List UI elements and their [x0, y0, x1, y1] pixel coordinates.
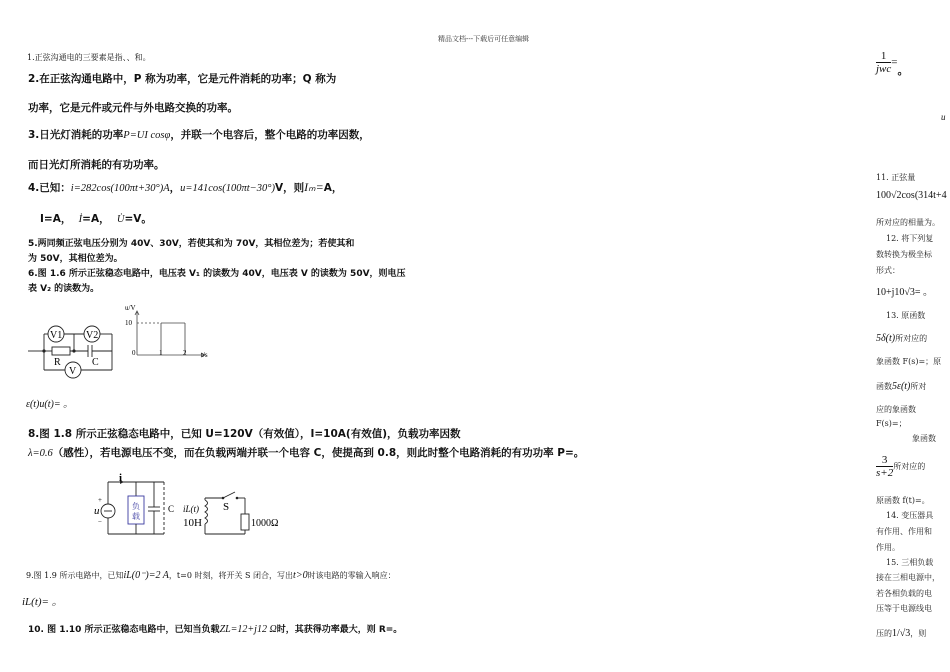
q4b-eq-v: =V。 [124, 213, 152, 225]
question-13-line6: F(s)=； [876, 419, 907, 428]
graph-tick-0: 0 [132, 349, 136, 357]
v-label: V [69, 366, 77, 377]
circuit-figure-1-9 [183, 488, 283, 540]
fig18-plus: + [98, 496, 102, 504]
q9-condition: iL(0⁻)=2 A [123, 570, 169, 581]
question-3-line2: 而日光灯所消耗的有功功率。 [28, 159, 165, 171]
q11-formula: 100√2cos(314t+4 [876, 190, 947, 201]
fig19-s: S [223, 501, 230, 513]
graph-tick-2: 2 [183, 349, 187, 357]
frac1-end: 。 [897, 65, 909, 78]
graph-tick-1: 1 [159, 349, 163, 357]
question-8-line2 [28, 445, 584, 460]
question-14-line1: 14. 变压器具 [886, 511, 934, 520]
question-15-line4: 压等于电源线电 [876, 604, 932, 613]
q10-suffix: 时，其获得功率最大，则 R=。 [276, 625, 403, 635]
question-13-line4 [876, 374, 926, 393]
q4b-phasor-i: İ [78, 214, 83, 225]
q13-eps: 5ε(t) [892, 381, 911, 392]
fig19-il: iL(t) [183, 504, 200, 514]
graph-xlabel: t/s [201, 351, 208, 359]
question-15-line2: 接在三相电源中， [876, 573, 940, 582]
question-9 [26, 570, 396, 581]
question-13-line2 [876, 326, 927, 345]
fig18-u: u [94, 505, 100, 517]
fig18-minus: − [98, 518, 102, 526]
q13-func: 函数 [876, 382, 892, 391]
question-13-line8: 原函数 f(t)=。 [876, 496, 930, 505]
question-10 [28, 622, 402, 635]
question-13-line1: 13. 原函数 [886, 311, 926, 320]
question-15-line5 [876, 621, 926, 640]
q4b-phasor-u: U̇ [116, 214, 125, 225]
v2-label: V2 [86, 330, 99, 341]
q4-voltage-formula: u=141cos(100πt−30°) [180, 183, 275, 194]
question-2-line2: 功率，它是元件或元件与外电路交换的功率。 [28, 102, 238, 114]
q11-line2: 所对应的相量为。 [876, 218, 940, 227]
q3-formula: P=UI cosφ [123, 130, 171, 141]
circuit-figure-1-8 [92, 472, 187, 540]
waveform-graph [125, 303, 215, 363]
graph-tick-10: 10 [125, 319, 132, 327]
q13-corr3: 所对应的 [893, 462, 926, 471]
c-label: C [92, 357, 99, 368]
fig18-i: i [119, 472, 123, 484]
q13-corresponds: 所对应的 [895, 334, 928, 343]
frac2-denominator: s+2 [876, 467, 894, 479]
q9-answer: iL(t)= 。 [22, 596, 63, 608]
fig19-l: 10H [183, 517, 202, 529]
question-12-line3: 形式： [876, 266, 900, 275]
q9-t: t>0 [293, 570, 308, 581]
q4-prefix: 4.已知： [28, 182, 71, 194]
question-14-line3: 作用。 [876, 543, 900, 552]
question-15-line3: 若各相负载的电 [876, 589, 932, 598]
fig18-load2: 载 [132, 512, 140, 521]
frac1-numerator: 1 [876, 50, 891, 63]
q13-corr2: 所对 [910, 382, 927, 391]
q3-prefix: 3.日光灯消耗的功率 [28, 129, 124, 141]
frac1-eq: = [891, 56, 898, 69]
question-13-line3: 象函数 F(s)=；原 [876, 357, 942, 366]
q4-im: Iₘ= [304, 180, 324, 194]
question-6-line2: 表 V₂ 的读数为。 [28, 284, 100, 294]
question-4-line2 [40, 211, 152, 226]
q4-current-formula: i=282cos(100πt+30°)A [70, 183, 170, 194]
question-15-line1: 15. 三相负载 [886, 558, 934, 567]
q9-mid: ，t=0 时刻，将开关 S 闭合，写出 [168, 571, 294, 580]
fig19-r: 1000Ω [251, 518, 279, 529]
question-13-line5: 应的象函数 [876, 405, 916, 414]
question-13-line7: 象函数 [912, 434, 936, 443]
question-14-line2: 有作用、作用和 [876, 527, 932, 536]
question-5-line1: 5.两同频正弦电压分别为 40V、30V，若使其和为 70V，其相位差为；若使其和 [28, 239, 355, 249]
v1-label: V1 [50, 330, 63, 341]
q4-end: A， [323, 182, 343, 194]
question-11: 11. 正弦量 [876, 173, 916, 182]
question-5-line2: 为 50V，其相位差为。 [28, 254, 123, 264]
question-2-line1: 2.在正弦沟通电路中，P 称为功率，它是元件消耗的功率；Q 称为 [28, 73, 337, 85]
q13-delta: 5δ(t) [876, 333, 896, 344]
q4b-eq-a: =A， [82, 213, 110, 225]
graph-ylabel: u/V [125, 304, 136, 312]
r-label: R [54, 357, 61, 368]
epsilon-expression: ε(t)u(t)= 。 [26, 399, 74, 410]
fraction-3-over-s2 [876, 454, 925, 479]
page-header: 精品文档---下载后可任意编辑 [438, 35, 530, 43]
q10-formula: ZL=12+j12 Ω [219, 624, 277, 635]
q10-prefix: 10. 图 1.10 所示正弦稳态电路中，已知当负载 [28, 625, 220, 635]
question-12-line2: 数转换为极坐标 [876, 250, 932, 259]
q4b-i: I=A， [40, 213, 72, 225]
q15-pre: 压的 [876, 629, 892, 638]
q15-fraction: 1/√3 [892, 628, 911, 639]
q3-suffix: ，并联一个电容后，整个电路的功率因数， [170, 129, 370, 141]
frac2-numerator: 3 [876, 454, 893, 467]
q15-post: ，则 [910, 629, 927, 638]
question-4-line1: 4.已知：i=282cos(100πt+30°)A，u=141cos(100πt−30°)V，则Iₘ=A， [28, 180, 343, 194]
fig18-c: C [168, 504, 175, 514]
question-3-line1 [28, 127, 370, 142]
q8-text: （感性），若电源电压不变，而在负载两端并联一个电容 C，使提高到 0.8，则此时整个电路消耗的有功功率 P=。 [52, 447, 585, 459]
q4-voltage-unit: V，则 [274, 182, 305, 194]
question-6-line1: 6.图 1.6 所示正弦稳态电路中，电压表 V₁ 的读数为 40V，电压表 V 的读数为 50V，则电压 [28, 269, 406, 279]
q12-formula: 10+j10√3= 。 [876, 287, 934, 298]
fraction-1-over-jwc [876, 50, 909, 78]
question-8-line1: 8.图 1.8 所示正弦稳态电路中，已知 U=120V（有效值），I=10A(有效值)，负载功率因数 [28, 428, 461, 440]
fig18-load1: 负 [132, 502, 140, 511]
circuit-figure-1-6 [26, 320, 121, 382]
question-12-line1: 12. 将下列复 [886, 234, 934, 243]
q8-lambda: λ=0.6 [28, 448, 53, 459]
question-1: 1.正弦沟通电的三要素是指、、和。 [27, 53, 151, 62]
right-edge-u: u [941, 112, 946, 122]
frac1-denominator: jwc [876, 63, 892, 75]
q9-suffix: 时该电路的零输入响应： [307, 571, 396, 580]
q9-prefix: 9.图 1.9 所示电路中，已知 [26, 571, 124, 580]
